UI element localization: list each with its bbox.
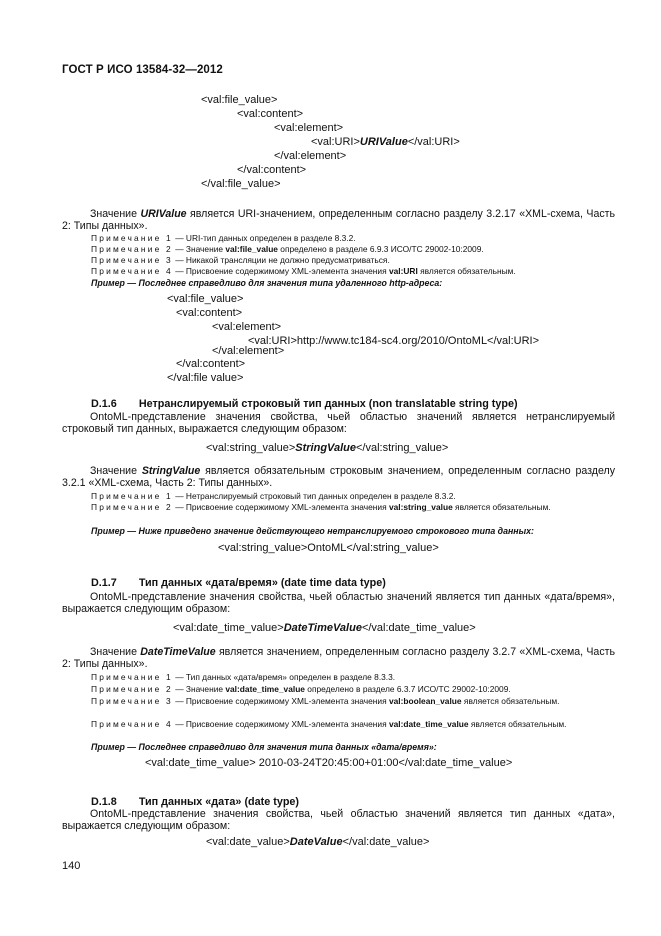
document-header: ГОСТ Р ИСО 13584-32—2012 [62, 64, 223, 76]
code-line: </val:element> [274, 150, 347, 162]
code-line: </val:content> [237, 164, 307, 176]
note: Примечание 1 — URI-тип данных определен в разделе 8.3.2. [91, 233, 356, 243]
code-line: </val:element> [212, 345, 285, 357]
example-caption: Пример — Последнее справедливо для значения типа удаленного http-адреса: [91, 278, 443, 288]
code-line: </val:content> [176, 358, 246, 370]
code-line: <val:string_value>OntoML</val:string_value> [218, 542, 439, 554]
section-heading-d16: D.1.6 Нетранслируемый строковый тип данных (non translatable string type) [91, 398, 518, 410]
code-line-date-time-value: <val:date_time_value>DateTimeValue</val:date_time_value> [173, 622, 476, 634]
code-line: <val:URI>http://www.tc184-sc4.org/2010/OntoML</val:URI> [248, 335, 540, 347]
note: Примечание 3 — Присвоение содержимому XML-элемента значения val:boolean_value является обязательным. [91, 696, 560, 706]
note: Примечание 3 — Никакой трансляции не должно предусматриваться. [91, 255, 390, 265]
paragraph: OntoML-представление значения свойства, чьей областью значений является тип данных «дата/время», выражается следующим образом: [62, 591, 615, 615]
page-number: 140 [62, 860, 81, 872]
code-line: <val:file_value> [201, 94, 278, 106]
section-heading-d18: D.1.8 Тип данных «дата» (date type) [91, 796, 300, 808]
code-line: <val:element> [274, 122, 344, 134]
example-caption: Пример — Последнее справедливо для значения типа данных «дата/время»: [91, 742, 437, 752]
section-heading-d17: D.1.7 Тип данных «дата/время» (date time data type) [91, 577, 386, 589]
code-line: </val:file value> [167, 372, 244, 384]
note: Примечание 4 — Присвоение содержимому XML-элемента значения val:date_time_value является обязательным. [91, 719, 567, 729]
code-line-date-value: <val:date_value>DateValue</val:date_value> [206, 836, 430, 848]
code-line: <val:element> [212, 321, 282, 333]
code-line-string-value: <val:string_value>StringValue</val:string_value> [206, 442, 449, 454]
paragraph-date-time-value: Значение DateTimeValue является значением, определенным согласно разделу 3.2.7 «XML-схема, Часть 2: Типы данных». [62, 646, 615, 670]
code-line: <val:content> [237, 108, 304, 120]
code-line: <val:file_value> [167, 293, 244, 305]
example-caption: Пример — Ниже приведено значение действующего нетранслируемого строкового типа данных: [91, 526, 534, 536]
note: Примечание 4 — Присвоение содержимому XML-элемента значения val:URI является обязательным. [91, 266, 516, 276]
note: Примечание 1 — Тип данных «дата/время» определен в разделе 8.3.3. [91, 672, 396, 682]
code-line: <val:URI>URIValue</val:URI> [311, 136, 460, 148]
note: Примечание 2 — Присвоение содержимому XML-элемента значения val:string_value является обязательным. [91, 502, 551, 512]
paragraph-string-value: Значение StringValue является обязательным строковым значением, определенным согласно разделу 3.2.1 «XML-схема, Часть 2: Типы данных». [62, 465, 616, 489]
code-line: <val:content> [176, 307, 243, 319]
note: Примечание 2 — Значение val:file_value определено в разделе 6.9.3 ИСО/ТС 29002-10:2009. [91, 244, 484, 254]
code-line: </val:file_value> [201, 178, 281, 190]
note: Примечание 2 — Значение val:date_time_value определено в разделе 6.3.7 ИСО/ТС 29002-10:2009. [91, 684, 511, 694]
paragraph: OntoML-представление значения свойства, чьей областью значений является тип данных «дата», выражается следующим образом: [62, 808, 615, 832]
note: Примечание 1 — Нетранслируемый строковый тип данных определен в разделе 8.3.2. [91, 491, 456, 501]
code-line: <val:date_time_value> 2010-03-24T20:45:00+01:00</val:date_time_value> [145, 757, 513, 769]
paragraph: OntoML-представление значения свойства, чьей областью значений является нетранслируемый строковый тип данных, выражается следующим образом: [62, 411, 615, 435]
paragraph-uri-value: Значение URIValue является URI-значением, определенным согласно разделу 3.2.17 «XML-схема, Часть 2: Типы данных». [62, 208, 615, 232]
